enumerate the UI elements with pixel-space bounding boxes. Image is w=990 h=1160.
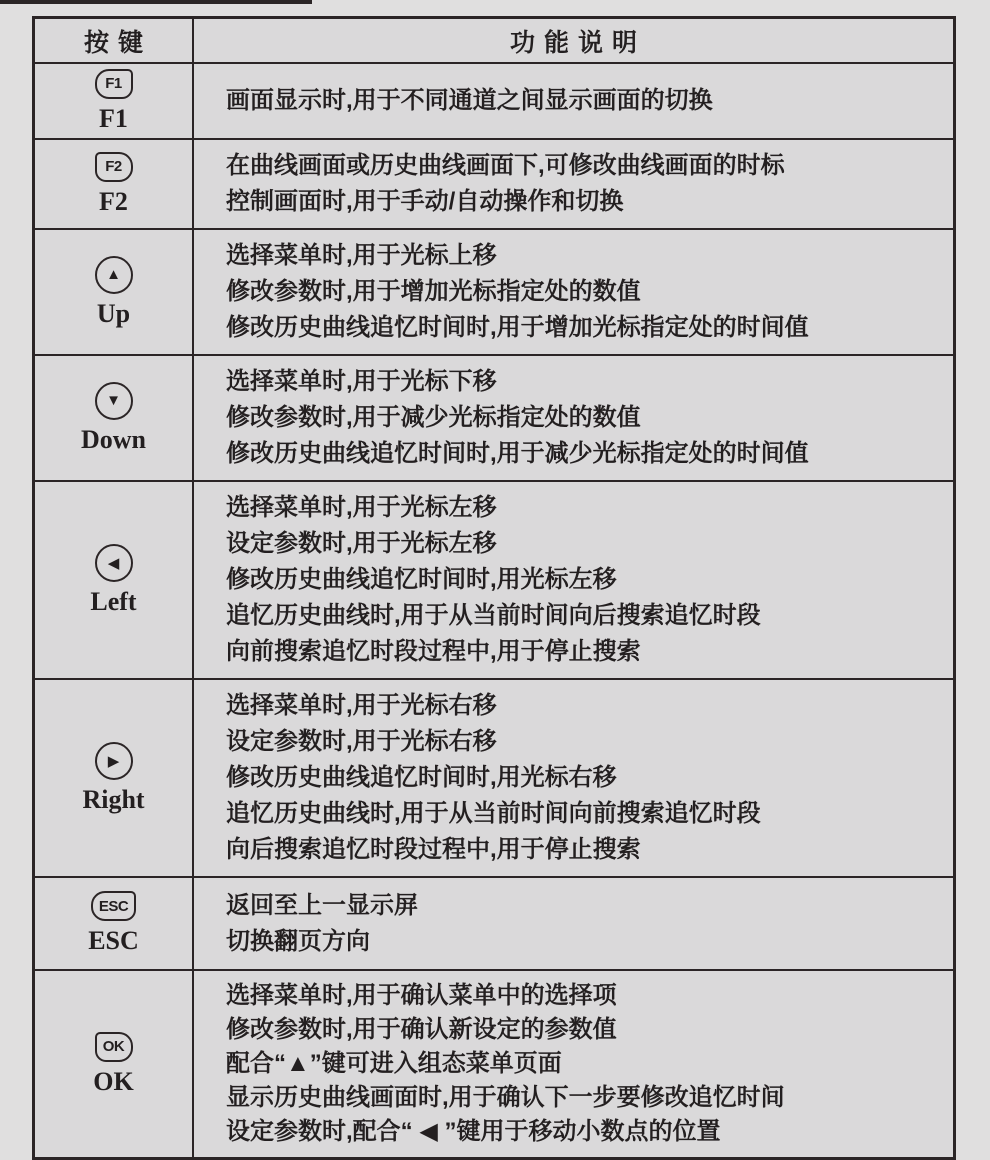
- description-line: 修改历史曲线追忆时间时,用于增加光标指定处的时间值: [226, 314, 809, 341]
- key-label-ok: OK: [93, 1066, 134, 1096]
- description-line: 修改历史曲线追忆时间时,用于减少光标指定处的时间值: [226, 440, 809, 467]
- function-description-cell: [194, 230, 953, 354]
- function-description-cell: [194, 64, 953, 138]
- key-cell-left: [35, 482, 194, 678]
- table-row-f1: [35, 64, 953, 138]
- key-cell-ok: [35, 971, 194, 1157]
- key-cell-f1: [35, 64, 194, 138]
- table-row-right: [35, 678, 953, 876]
- description-line: 画面显示时,用于不同通道之间显示画面的切换: [226, 87, 713, 114]
- up-arrow-key-icon: ▲: [95, 256, 133, 294]
- key-cell-esc: [35, 878, 194, 969]
- description-line: 选择菜单时,用于确认菜单中的选择项: [226, 982, 617, 1009]
- description-line: 显示历史曲线画面时,用于确认下一步要修改追忆时间: [226, 1084, 785, 1111]
- description-line: 配合“▲”键可进入组态菜单页面: [226, 1050, 562, 1077]
- down-arrow-key-icon: ▼: [95, 382, 133, 420]
- description-line: 向前搜索追忆时段过程中,用于停止搜索: [226, 638, 641, 665]
- cropped-top-rule: [0, 0, 312, 4]
- key-cell-up: [35, 230, 194, 354]
- description-line: 向后搜索追忆时段过程中,用于停止搜索: [226, 836, 641, 863]
- ok-keycap-icon: OK: [95, 1032, 133, 1062]
- table-row-f2: [35, 138, 953, 228]
- description-line: 选择菜单时,用于光标左移: [226, 494, 497, 521]
- table-body: [35, 64, 953, 1157]
- description-line: 设定参数时,配合“ ◀ ”键用于移动小数点的位置: [226, 1118, 721, 1145]
- table-row-esc: [35, 876, 953, 969]
- description-line: 修改参数时,用于减少光标指定处的数值: [226, 404, 641, 431]
- function-description-cell: [194, 356, 953, 480]
- function-description-cell: [194, 878, 953, 969]
- key-label-esc: ESC: [88, 926, 139, 955]
- function-description-cell: [194, 140, 953, 228]
- right-arrow-key-icon: ▶: [95, 742, 133, 780]
- description-line: 选择菜单时,用于光标上移: [226, 242, 497, 269]
- key-label-right: Right: [82, 784, 145, 814]
- function-description-cell: [194, 680, 953, 876]
- key-function-table: [32, 16, 956, 1160]
- key-label-f1: F1: [99, 103, 128, 133]
- description-line: 切换翻页方向: [226, 927, 370, 955]
- table-row-ok: [35, 969, 953, 1157]
- left-arrow-key-icon: ◀: [95, 544, 133, 582]
- key-cell-right: [35, 680, 194, 876]
- esc-keycap-icon: ESC: [91, 891, 136, 921]
- key-label-up: Up: [96, 298, 131, 328]
- description-line: 返回至上一显示屏: [226, 891, 418, 919]
- key-cell-f2: [35, 140, 194, 228]
- description-line: 设定参数时,用于光标左移: [226, 530, 497, 557]
- description-line: 控制画面时,用于手动/自动操作和切换: [226, 188, 624, 215]
- f1-keycap-icon: F1: [95, 69, 133, 99]
- header-function-column: 功能说明: [509, 28, 646, 57]
- f2-keycap-icon: F2: [95, 152, 133, 182]
- description-line: 修改参数时,用于确认新设定的参数值: [226, 1016, 617, 1043]
- description-line: 设定参数时,用于光标右移: [226, 728, 497, 755]
- description-line: 选择菜单时,用于光标右移: [226, 692, 497, 719]
- table-row-left: [35, 480, 953, 678]
- function-description-cell: [194, 482, 953, 678]
- table-row-up: [35, 228, 953, 354]
- description-line: 选择菜单时,用于光标下移: [226, 368, 497, 395]
- header-key-column: 按键: [35, 19, 194, 62]
- function-description-cell: [194, 971, 953, 1157]
- description-line: 追忆历史曲线时,用于从当前时间向后搜索追忆时段: [226, 602, 761, 629]
- key-label-down: Down: [80, 424, 146, 454]
- table-row-down: [35, 354, 953, 480]
- description-line: 修改参数时,用于增加光标指定处的数值: [226, 278, 641, 305]
- description-line: 在曲线画面或历史曲线画面下,可修改曲线画面的时标: [226, 152, 785, 179]
- description-line: 修改历史曲线追忆时间时,用光标左移: [226, 566, 617, 593]
- table-header-row: [35, 19, 953, 64]
- key-cell-down: [35, 356, 194, 480]
- key-label-left: Left: [90, 586, 137, 616]
- description-line: 追忆历史曲线时,用于从当前时间向前搜索追忆时段: [226, 800, 761, 827]
- key-label-f2: F2: [99, 186, 128, 216]
- description-line: 修改历史曲线追忆时间时,用光标右移: [226, 764, 617, 791]
